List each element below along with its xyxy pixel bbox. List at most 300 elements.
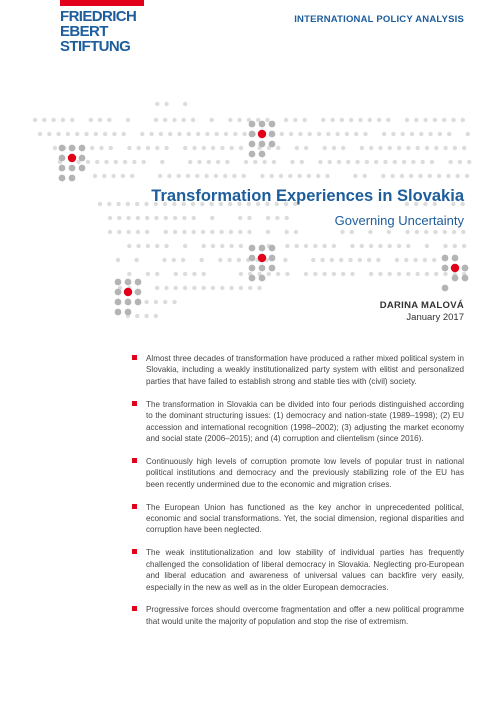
map-dot — [145, 216, 149, 220]
map-dot — [116, 258, 120, 262]
map-dot — [47, 132, 51, 136]
map-dot — [144, 314, 148, 318]
publication-date: January 2017 — [406, 312, 464, 323]
map-dot — [172, 300, 176, 304]
map-dot — [447, 132, 451, 136]
map-dot — [172, 118, 176, 122]
map-dot — [381, 174, 385, 178]
square-bullet-icon — [132, 549, 137, 554]
map-dot — [462, 265, 469, 272]
map-dot — [368, 118, 372, 122]
logo-line: FRIEDRICH — [60, 8, 137, 25]
map-dot — [247, 216, 251, 220]
map-dot — [216, 160, 220, 164]
map-dot — [249, 265, 256, 272]
map-dot — [66, 132, 70, 136]
map-dot — [59, 145, 66, 152]
map-dot — [219, 230, 223, 234]
map-dot — [285, 216, 289, 220]
map-dot — [137, 146, 141, 150]
map-dot — [123, 160, 127, 164]
map-dot — [421, 160, 425, 164]
map-dot — [405, 118, 409, 122]
map-dot — [59, 175, 66, 182]
map-dot — [295, 244, 299, 248]
map-dot — [443, 230, 447, 234]
map-dot — [75, 132, 79, 136]
map-dot — [275, 216, 279, 220]
map-dot — [425, 272, 429, 276]
summary-point — [132, 399, 464, 445]
map-dot — [136, 230, 140, 234]
map-dot — [388, 146, 392, 150]
map-dot — [358, 118, 362, 122]
map-dot — [425, 244, 429, 248]
map-dot — [378, 272, 382, 276]
map-dot — [168, 132, 172, 136]
map-dot — [290, 160, 294, 164]
map-dot — [239, 272, 243, 276]
map-dot — [330, 258, 334, 262]
map-dot — [114, 160, 118, 164]
map-dot — [295, 146, 299, 150]
map-dot — [390, 174, 394, 178]
map-dot — [442, 118, 446, 122]
map-dot — [321, 118, 325, 122]
map-dot — [397, 146, 401, 150]
map-dot — [154, 216, 158, 220]
map-dot — [174, 286, 178, 290]
map-dot — [428, 174, 432, 178]
map-dot — [339, 258, 343, 262]
map-dot — [79, 165, 86, 172]
map-dot — [229, 230, 233, 234]
map-dot — [443, 146, 447, 150]
map-dot — [285, 244, 289, 248]
logo-line: EBERT — [60, 23, 108, 40]
map-dot — [249, 255, 256, 262]
map-dot — [163, 300, 167, 304]
map-dot — [56, 132, 60, 136]
square-bullet-icon — [132, 504, 137, 509]
map-dot — [320, 258, 324, 262]
map-dot — [249, 151, 256, 158]
map-dot — [116, 202, 120, 206]
map-dot — [404, 258, 408, 262]
map-dot — [442, 265, 449, 272]
map-dot — [279, 174, 283, 178]
map-dot — [267, 272, 271, 276]
map-dot — [70, 118, 74, 122]
map-dot — [167, 174, 171, 178]
map-dot — [433, 230, 437, 234]
map-dot — [117, 216, 121, 220]
map-dot — [270, 174, 274, 178]
map-dot — [164, 102, 168, 106]
map-dot — [154, 314, 158, 318]
map-dot — [442, 285, 449, 292]
map-dot — [224, 132, 228, 136]
map-dot — [192, 146, 196, 150]
map-dot — [61, 118, 65, 122]
map-dot — [183, 286, 187, 290]
map-dot — [300, 160, 304, 164]
map-dot — [162, 258, 166, 262]
world-dot-map — [0, 0, 504, 330]
map-dot — [177, 174, 181, 178]
map-dot — [146, 272, 150, 276]
map-dot — [345, 132, 349, 136]
map-dot — [239, 146, 243, 150]
map-dot — [38, 132, 42, 136]
map-dot — [142, 160, 146, 164]
map-dot — [215, 132, 219, 136]
map-dot — [322, 244, 326, 248]
square-bullet-icon — [132, 458, 137, 463]
map-dot — [107, 202, 111, 206]
map-dot — [145, 230, 149, 234]
map-dot — [210, 230, 214, 234]
map-dot — [326, 132, 330, 136]
map-dot — [442, 255, 449, 262]
map-dot — [211, 146, 215, 150]
map-dot — [94, 132, 98, 136]
map-dot — [186, 174, 190, 178]
map-dot — [159, 132, 163, 136]
map-dot — [200, 258, 204, 262]
map-dot — [112, 132, 116, 136]
map-dot — [69, 175, 76, 182]
map-dot — [239, 244, 243, 248]
map-dot — [297, 174, 301, 178]
map-dot — [69, 145, 76, 152]
map-dot — [164, 244, 168, 248]
map-dot — [204, 174, 208, 178]
map-dot — [174, 272, 178, 276]
map-dot — [284, 118, 288, 122]
map-dot — [307, 174, 311, 178]
map-dot — [140, 132, 144, 136]
map-dot — [369, 272, 373, 276]
map-dot — [453, 146, 457, 150]
map-dot — [428, 132, 432, 136]
map-dot — [249, 121, 256, 128]
map-dot — [59, 155, 66, 162]
summary-point — [132, 502, 464, 536]
map-dot — [409, 174, 413, 178]
map-dot — [374, 160, 378, 164]
map-dot — [227, 258, 231, 262]
map-dot — [69, 165, 76, 172]
map-dot — [259, 265, 266, 272]
map-dot — [220, 244, 224, 248]
map-dot — [144, 202, 148, 206]
summary-text: The weak institutionalization and low stability of individual parties has frequently challenged the consolidation of liberal democracy in Slovakia. Neglecting pro-European and liberal education and awareness of universal values can backfire very easily, especially in the new as well as in the older European democracies. — [146, 548, 464, 592]
map-dot — [164, 286, 168, 290]
map-dot — [258, 130, 266, 138]
map-dot — [126, 216, 130, 220]
map-dot — [244, 160, 248, 164]
map-dot — [461, 118, 465, 122]
map-dot — [155, 244, 159, 248]
map-dot — [406, 146, 410, 150]
map-dot — [423, 258, 427, 262]
report-title: Transformation Experiences in Slovakia — [151, 187, 464, 205]
map-dot — [135, 289, 142, 296]
map-dot — [414, 118, 418, 122]
map-dot — [378, 146, 382, 150]
map-dot — [266, 230, 270, 234]
map-dot — [400, 174, 404, 178]
map-dot — [259, 275, 266, 282]
map-dot — [308, 132, 312, 136]
map-dot — [332, 244, 336, 248]
map-dot — [109, 146, 113, 150]
map-dot — [311, 258, 315, 262]
map-dot — [59, 165, 66, 172]
map-dot — [363, 174, 367, 178]
map-dot — [265, 118, 269, 122]
map-dot — [453, 244, 457, 248]
map-dot — [433, 118, 437, 122]
logo-line: STIFTUNG — [60, 38, 131, 55]
map-dot — [419, 132, 423, 136]
map-dot — [376, 258, 380, 262]
map-dot — [415, 272, 419, 276]
map-dot — [172, 258, 176, 262]
map-dot — [207, 160, 211, 164]
map-dot — [125, 309, 132, 316]
map-dot — [135, 314, 139, 318]
map-dot — [211, 244, 215, 248]
map-dot — [195, 174, 199, 178]
map-dot — [237, 118, 241, 122]
map-dot — [249, 275, 256, 282]
map-dot — [391, 132, 395, 136]
map-dot — [173, 216, 177, 220]
summary-text: Almost three decades of transformation have produced a rather mixed political system in Slovakia, including a weakly institutionalized party system with elitist and personalized parties that have failed to establish strong and stable ties with (civil) society. — [146, 354, 464, 386]
map-dot — [393, 160, 397, 164]
map-dot — [53, 146, 57, 150]
map-dot — [211, 286, 215, 290]
map-dot — [225, 160, 229, 164]
map-dot — [452, 230, 456, 234]
map-dot — [42, 118, 46, 122]
map-dot — [202, 244, 206, 248]
map-dot — [378, 244, 382, 248]
map-dot — [115, 289, 122, 296]
map-dot — [437, 174, 441, 178]
map-dot — [164, 230, 168, 234]
map-dot — [160, 160, 164, 164]
map-dot — [410, 132, 414, 136]
map-dot — [401, 132, 405, 136]
map-dot — [33, 118, 37, 122]
map-dot — [201, 230, 205, 234]
map-dot — [461, 230, 465, 234]
map-dot — [183, 102, 187, 106]
map-dot — [432, 258, 436, 262]
map-dot — [136, 244, 140, 248]
map-dot — [93, 174, 97, 178]
map-dot — [434, 272, 438, 276]
map-dot — [99, 146, 103, 150]
map-dot — [354, 132, 358, 136]
map-dot — [122, 132, 126, 136]
map-dot — [117, 230, 121, 234]
map-dot — [90, 146, 94, 150]
map-dot — [365, 160, 369, 164]
map-dot — [285, 272, 289, 276]
map-dot — [456, 174, 460, 178]
map-dot — [154, 300, 158, 304]
map-dot — [317, 132, 321, 136]
map-dot — [346, 160, 350, 164]
map-dot — [220, 286, 224, 290]
map-dot — [360, 244, 364, 248]
map-dot — [130, 174, 134, 178]
map-dot — [155, 286, 159, 290]
map-dot — [259, 151, 266, 158]
map-dot — [232, 174, 236, 178]
map-dot — [257, 286, 261, 290]
map-dot — [313, 272, 317, 276]
map-dot — [98, 202, 102, 206]
map-dot — [402, 160, 406, 164]
map-dot — [383, 160, 387, 164]
map-dot — [276, 146, 280, 150]
map-dot — [173, 230, 177, 234]
map-dot — [285, 230, 289, 234]
map-dot — [340, 118, 344, 122]
map-dot — [103, 132, 107, 136]
map-dot — [382, 132, 386, 136]
map-dot — [249, 245, 256, 252]
map-dot — [192, 286, 196, 290]
map-dot — [202, 286, 206, 290]
map-dot — [451, 118, 455, 122]
map-dot — [228, 118, 232, 122]
map-dot — [202, 146, 206, 150]
summary-point — [132, 353, 464, 387]
map-dot — [350, 244, 354, 248]
map-dot — [425, 146, 429, 150]
map-dot — [377, 118, 381, 122]
map-dot — [269, 245, 276, 252]
map-dot — [388, 244, 392, 248]
map-dot — [233, 132, 237, 136]
map-dot — [238, 216, 242, 220]
map-dot — [253, 160, 257, 164]
map-dot — [304, 244, 308, 248]
map-dot — [360, 146, 364, 150]
map-dot — [125, 299, 132, 306]
map-dot — [95, 160, 99, 164]
map-dot — [466, 132, 470, 136]
map-dot — [115, 279, 122, 286]
map-dot — [124, 288, 132, 296]
map-dot — [405, 230, 409, 234]
map-dot — [259, 141, 266, 148]
map-dot — [353, 174, 357, 178]
map-dot — [269, 255, 276, 262]
map-dot — [183, 146, 187, 150]
map-dot — [397, 272, 401, 276]
map-dot — [411, 160, 415, 164]
map-dot — [136, 216, 140, 220]
map-dot — [237, 258, 241, 262]
map-dot — [98, 118, 102, 122]
map-dot — [349, 118, 353, 122]
map-dot — [269, 141, 276, 148]
map-dot — [126, 202, 130, 206]
map-dot — [154, 118, 158, 122]
summary-text: The European Union has functioned as the key anchor in unprecedented political, economic and social transformations. Yet, the social dimension, regional disparities and corruption have been neglected. — [146, 502, 464, 535]
map-dot — [276, 272, 280, 276]
summary-point — [132, 456, 464, 490]
map-dot — [249, 131, 256, 138]
map-dot — [127, 272, 131, 276]
map-dot — [330, 118, 334, 122]
map-dot — [115, 299, 122, 306]
map-dot — [126, 118, 130, 122]
map-dot — [258, 254, 266, 262]
map-dot — [89, 118, 93, 122]
map-dot — [395, 258, 399, 262]
map-dot — [272, 160, 276, 164]
map-dot — [289, 132, 293, 136]
map-dot — [350, 272, 354, 276]
map-dot — [51, 118, 55, 122]
map-dot — [415, 230, 419, 234]
map-dot — [325, 174, 329, 178]
summary-point — [132, 604, 464, 627]
map-dot — [107, 118, 111, 122]
map-dot — [218, 258, 222, 262]
summary-text: Continuously high levels of corruption promote low levels of popular trust in national political institutions and democracy and the previously stabilizing role of the EU has been recently undermined due to the economic and migration crises. — [146, 456, 464, 489]
map-dot — [397, 244, 401, 248]
map-dot — [446, 174, 450, 178]
map-dot — [210, 216, 214, 220]
map-dot — [144, 300, 148, 304]
summary-list — [132, 353, 464, 639]
map-dot — [177, 132, 181, 136]
map-dot — [238, 230, 242, 234]
map-dot — [197, 160, 201, 164]
map-dot — [149, 132, 153, 136]
map-dot — [369, 244, 373, 248]
map-dot — [181, 258, 185, 262]
map-dot — [294, 230, 298, 234]
map-dot — [418, 174, 422, 178]
map-dot — [413, 258, 417, 262]
map-dot — [423, 118, 427, 122]
map-dot — [210, 118, 214, 122]
map-dot — [335, 132, 339, 136]
map-dot — [239, 286, 243, 290]
map-dot — [242, 132, 246, 136]
map-dot — [146, 146, 150, 150]
map-dot — [220, 146, 224, 150]
map-dot — [467, 160, 471, 164]
map-dot — [462, 146, 466, 150]
map-dot — [340, 230, 344, 234]
map-dot — [283, 258, 287, 262]
map-dot — [155, 272, 159, 276]
map-dot — [388, 272, 392, 276]
map-dot — [84, 132, 88, 136]
map-dot — [293, 118, 297, 122]
